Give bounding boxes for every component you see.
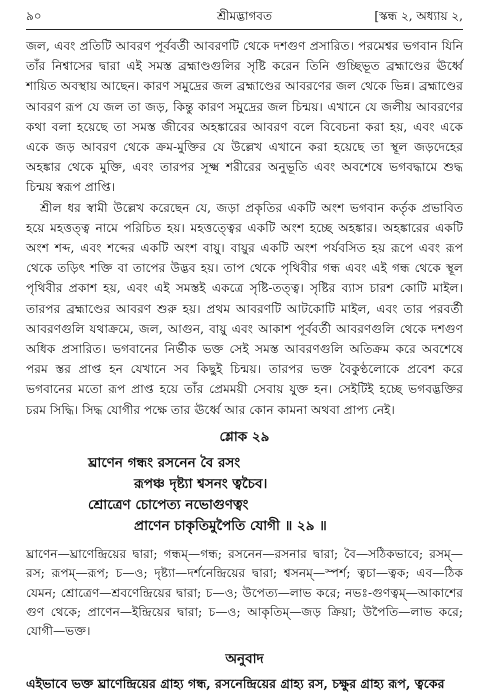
book-title: শ্রীমদ্ভাগবত — [216, 9, 272, 23]
page-header — [26, 6, 463, 26]
translation-text: এইভাবে ভক্ত ঘ্রাণেন্দ্রিয়ের গ্রাহ্য গন্ধ, রসনেন্দ্রিয়ের গ্রাহ্য রস, চক্ষুর গ্রাহ্য রূপ, ত্বকের — [26, 675, 445, 691]
verse-heading: শ্লোক ২৯ — [219, 428, 270, 445]
verse-text — [26, 453, 463, 537]
purport-paragraph: শ্রীল ধর স্বামী উল্লেখ করেছেন যে, জড়া প্রকৃতির একটি অংশ ভগবান কর্তৃক প্রভাবিত হয়ে মহত্তত্ত্ব নামে পরিচিত হয়। মহত্তত্ত্বের একটি অংশ হচ্ছে অহঙ্কার। অহঙ্কারের একটি অংশ শব্দ, এবং শব্দের একটি অংশ বায়ু। বায়ুর একটি অংশ পর্যবসিত হয় রূপে এবং রূপ থেকে তড়িৎ শক্তি বা তাপের উদ্ভব হয়। তাপ থেকে পৃথিবীর গন্ধ এবং এই গন্ধ থেকে স্থূল পৃথিবীর প্রকাশ হয়, এবং এই সমস্তই একত্রে সৃষ্টি-তত্ত্ব। সৃষ্টির ব্যাস চারশ কোটি মাইল। তারপর ব্রহ্মাণ্ডের আবরণ শুরু হয়। প্রথম আবরণটি আটকোটি মাইল, এবং তার পরবর্তী আবরণগুলি যথাক্রমে, জল, আগুন, বায়ু এবং আকাশ পূর্ববর্তী আবরণগুলি থেকে দশগুণ অধিক প্রসারিত। ভগবানের নির্ভীক ভক্ত সেই সমস্ত আবরণগুলি অতিক্রম করে অবশেষে পরম স্তর প্রাপ্ত হন যেখানে সব কিছুই চিন্ময়। তারপর ভক্ত বৈকুণ্ঠলোকে প্রবেশ করে ভগবানের মতো রূপ প্রাপ্ত হয়ে তাঁর প্রেমময়ী সেবায় যুক্ত হন। সেইটিই হচ্ছে ভগবদ্ভক্তির চরম সিদ্ধি। সিদ্ধ যোগীর পক্ষে তার ঊর্ধ্বে আর কোন কামনা অথবা প্রাপ্য নেই। — [26, 200, 463, 417]
page-number: ৯০ — [26, 9, 42, 23]
verse-line: রূপঞ্চ দৃষ্ট্যা শ্বসনং ত্বচৈব। — [134, 475, 268, 492]
purport-paragraph: জল, এবং প্রতিটি আবরণ পূর্ববর্তী আবরণটি থেকে দশগুণ প্রসারিত। পরমেশ্বর ভগবান যিনি তাঁর নিশ্বাসের দ্বারা এই সমস্ত ব্রহ্মাণ্ডগুলির সৃষ্টি করেন তিনি গুচ্ছিভূত ব্রহ্মাণ্ডের ঊর্ধ্বে শায়িত অবস্থায় আছেন। কারণ সমুদ্রের জল ব্রহ্মাণ্ডের আবরণের জল থেকে ভিন্ন। ব্রহ্মাণ্ডের আবরণ রূপ যে জল তা জড়, কিন্তু কারণ সমুদ্রের জল চিন্ময়। এখানে যে জলীয় আবরণের কথা বলা হয়েছে তা সমস্ত জীবের অহঙ্কারের আবরণ বলে বিবেচনা করা হয়, এবং একে একে জড় আবরণ থেকে ক্রম-মুক্তির যে উল্লেখ এখানে করা হয়েছে তা স্থূল জড়দেহের অহঙ্কার থেকে মুক্তি, এবং তারপর সূক্ষ্ম শরীরের অনুভূতি এবং অবশেষে ভগবদ্ধামে শুদ্ধ চিন্ময় স্বরূপ প্রাপ্তি। — [26, 39, 463, 195]
verse-line: প্রাণেন চাকৃতিমুপৈতি যোগী ॥ ২৯ ॥ — [134, 517, 327, 534]
verse-line: শ্রোত্রেণ চোপেত্য নভোগুণত্বং — [88, 496, 249, 513]
word-for-word-synonyms: ঘ্রাণেন—ঘ্রাণেন্দ্রিয়ের দ্বারা; গন্ধম্—গন্ধ; রসনেন—রসনার দ্বারা; বৈ—সঠিকভাবে; রসম্—রস; রূপম্—রূপ; চ—ও; দৃষ্ট্যা—দর্শনেন্দ্রিয়ের দ্বারা; শ্বসনম্—স্পর্শ; ত্বচা—ত্বক; এব—ঠিক যেমন; শ্রোত্রেণ—শ্রবণেন্দ্রিয়ের দ্বারা; চ—ও; উপেত্য—লাভ করে; নভঃ-গুণত্বম্—আকাশের গুণ থেকে; প্রাণেন—ইন্দ্রিয়ের দ্বারা; চ—ও; আকৃতিম্—জড় ক্রিয়া; উপৈতি—লাভ করে; যোগী—ভক্ত। — [26, 546, 463, 639]
verse-line: ঘ্রাণেন গন্ধং রসনেন বৈ রসং — [88, 454, 241, 471]
chapter-reference: [স্কন্ধ ২, অধ্যায় ২, — [374, 9, 463, 23]
translation-heading: অনুবাদ — [225, 650, 264, 667]
header-rule — [26, 29, 463, 30]
